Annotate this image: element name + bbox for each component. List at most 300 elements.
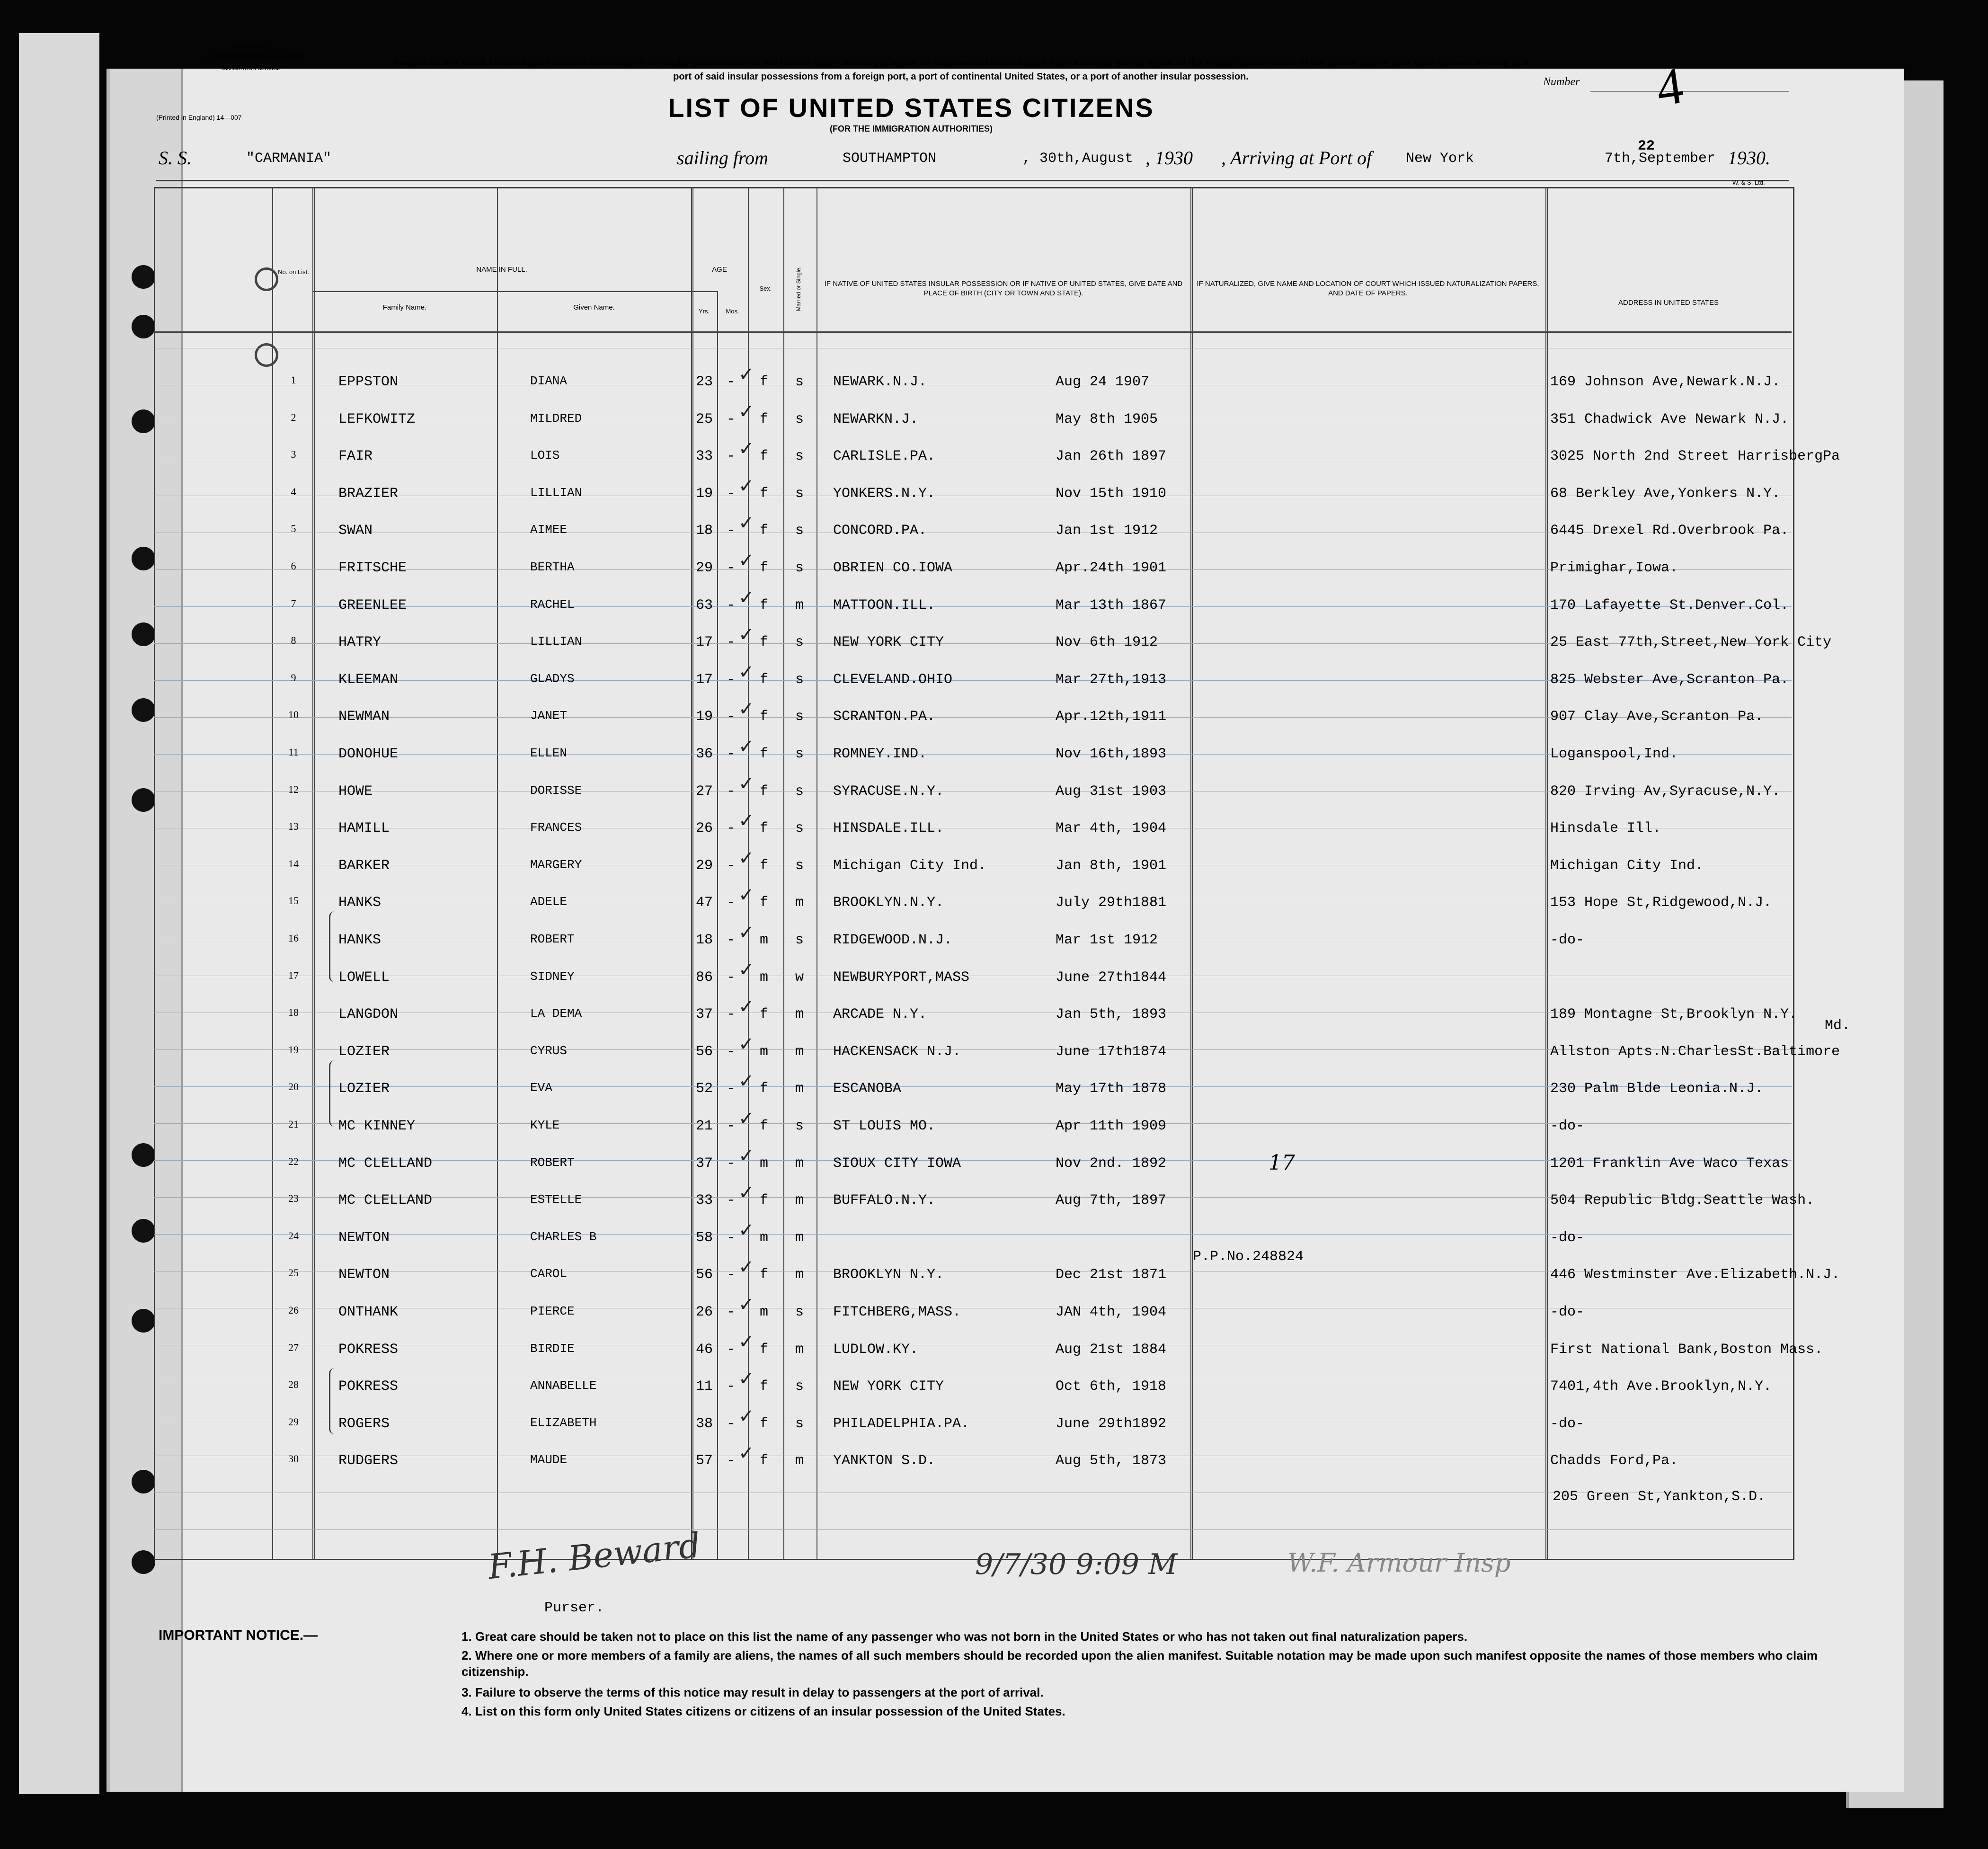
row-number: 5: [291, 523, 296, 535]
family-name: GREENLEE: [338, 597, 407, 613]
age-years: 63: [696, 597, 713, 613]
given-name: CYRUS: [530, 1043, 568, 1058]
marital-status: s: [795, 746, 804, 762]
marital-status: m: [795, 597, 804, 613]
marital-status: s: [795, 560, 804, 576]
page-subtitle: (FOR THE IMMIGRATION AUTHORITIES): [830, 124, 993, 133]
notice-2: 2. Where one or more members of a family are aliens, the names of all such members should be recorded upon the alien manifest. Suitable notation may be made upon such manifest opposite the names of those members who claim citizenship.: [462, 1648, 1818, 1679]
checkmark-icon: ✓: [738, 1070, 754, 1093]
given-name: MARGERY: [530, 857, 582, 872]
marital-status: s: [795, 448, 804, 465]
checkmark-icon: ✓: [738, 1405, 754, 1427]
age-years: 46: [696, 1341, 713, 1358]
given-name: MILDRED: [530, 411, 582, 426]
birth-place: FITCHBERG,MASS.: [833, 1304, 961, 1320]
port-from: SOUTHAMPTON: [843, 151, 937, 167]
age-years: 27: [696, 783, 713, 800]
table-row: [0, 400, 1893, 448]
birth-date: May 8th 1905: [1056, 411, 1158, 427]
age-months: -: [727, 969, 736, 986]
row-number: 17: [288, 969, 299, 981]
birth-date: Jan 5th, 1893: [1056, 1006, 1167, 1023]
row-number: 19: [288, 1043, 299, 1056]
given-name: RACHEL: [530, 597, 575, 612]
age-years: 56: [696, 1267, 713, 1283]
birth-date: Mar 4th, 1904: [1056, 820, 1167, 837]
given-name: CAROL: [530, 1267, 568, 1281]
ship-name: "CARMANIA": [246, 151, 332, 167]
row-number: 8: [291, 634, 296, 647]
printer-mark: W. & S. Ltd.: [1732, 179, 1765, 186]
sex: f: [760, 783, 769, 800]
age-years: 21: [696, 1118, 713, 1134]
age-years: 17: [696, 671, 713, 688]
col-header-naturalized: IF NATURALIZED, GIVE NAME AND LOCATION OF COURT WHICH ISSUED NATURALIZATION PAPERS, AND DATE OF PAPERS.: [1197, 280, 1539, 297]
marital-status: m: [795, 895, 804, 911]
notice-4: 4. List on this form only United States citizens or citizens of an insular possession of the United States.: [462, 1704, 1065, 1718]
family-name: NEWMAN: [338, 709, 390, 725]
ship-line-rule: [156, 180, 1789, 181]
birth-place: YONKERS.N.Y.: [833, 485, 936, 502]
marital-status: s: [795, 634, 804, 651]
address: 446 Westminster Ave.Elizabeth.N.J.: [1550, 1267, 1840, 1283]
birth-date: Apr.12th,1911: [1056, 709, 1167, 725]
age-years: 26: [696, 820, 713, 837]
table-row: [0, 475, 1893, 523]
given-name: FRANCES: [530, 820, 582, 835]
birth-date: Aug 21st 1884: [1056, 1341, 1167, 1358]
record-instructions: Record on this blank United States citizens and citizens of insular possessions of the United States arriving at a port of continental United States from a foreign port or a port of the insular possessions of the United States, and such citizens arriving at a port of said insular possessions from a foreign port, a port of continental United States, or a port of another insular possession.: [393, 58, 1529, 82]
age-years: 86: [696, 969, 713, 986]
address: 170 Lafayette St.Denver.Col.: [1550, 597, 1789, 613]
sex: m: [760, 1155, 769, 1172]
address: 1201 Franklin Ave Waco Texas: [1550, 1155, 1789, 1172]
col-header-no: No. on List.: [278, 268, 309, 276]
birth-date: Mar 27th,1913: [1056, 671, 1167, 688]
table-row: [0, 1331, 1893, 1378]
family-name: NEWTON: [338, 1267, 390, 1283]
col-header-sex: Sex.: [759, 285, 772, 292]
family-name: HATRY: [338, 634, 382, 651]
birth-date: Mar 1st 1912: [1056, 932, 1158, 948]
col-header-mos: Mos.: [726, 308, 739, 315]
marital-status: s: [795, 857, 804, 874]
age-months: -: [727, 783, 736, 800]
sex: f: [760, 1118, 769, 1134]
birth-date: Aug 31st 1903: [1056, 783, 1167, 800]
table-row: [0, 1405, 1893, 1453]
family-bracket: [329, 1060, 337, 1127]
address: -do-: [1550, 1118, 1585, 1134]
birth-place: OBRIEN CO.IOWA: [833, 560, 953, 576]
marital-status: s: [795, 374, 804, 390]
marital-status: s: [795, 932, 804, 948]
checkmark-icon: ✓: [738, 438, 754, 460]
checkmark-icon: ✓: [738, 810, 754, 832]
birth-date: June 27th1844: [1056, 969, 1167, 986]
age-months: -: [727, 932, 736, 948]
table-row: [0, 736, 1893, 783]
binding-hole-icon: [132, 1550, 155, 1574]
birth-place: SCRANTON.PA.: [833, 709, 936, 725]
family-name: HANKS: [338, 932, 382, 948]
marital-status: s: [795, 671, 804, 688]
family-name: MC CLELLAND: [338, 1192, 433, 1209]
sex: f: [760, 597, 769, 613]
arriving-label: , Arriving at Port of: [1221, 147, 1372, 169]
age-years: 23: [696, 374, 713, 390]
age-years: 47: [696, 895, 713, 911]
age-months: -: [727, 597, 736, 613]
sex: m: [760, 1043, 769, 1060]
age-months: -: [727, 1192, 736, 1209]
checkmark-icon: ✓: [738, 1442, 754, 1465]
table-row: [0, 550, 1893, 597]
given-name: SIDNEY: [530, 969, 575, 984]
age-years: 37: [696, 1155, 713, 1172]
checkmark-icon: ✓: [738, 475, 754, 497]
age-years: 26: [696, 1304, 713, 1320]
sex: f: [760, 411, 769, 427]
family-name: LOZIER: [338, 1081, 390, 1097]
age-months: -: [727, 1006, 736, 1023]
family-name: POKRESS: [338, 1378, 399, 1395]
birth-place: HINSDALE.ILL.: [833, 820, 944, 837]
age-years: 25: [696, 411, 713, 427]
given-name: KYLE: [530, 1118, 560, 1132]
table-row: [0, 1442, 1893, 1490]
md-note: Md.: [1825, 1018, 1851, 1034]
birth-place: NEW YORK CITY: [833, 1378, 944, 1395]
marital-status: s: [795, 1304, 804, 1320]
age-years: 37: [696, 1006, 713, 1023]
birth-date: Nov 2nd. 1892: [1056, 1155, 1167, 1172]
sex: f: [760, 895, 769, 911]
checkmark-icon: ✓: [738, 624, 754, 646]
checkmark-icon: ✓: [738, 364, 754, 385]
birth-date: July 29th1881: [1056, 895, 1167, 911]
port-to: New York: [1406, 151, 1474, 167]
list-number: 4: [1652, 56, 1687, 117]
given-name: MAUDE: [530, 1453, 568, 1467]
given-name: DIANA: [530, 374, 568, 388]
sex: f: [760, 1341, 769, 1358]
age-months: -: [727, 448, 736, 465]
checkmark-icon: ✓: [738, 1108, 754, 1129]
binding-hole-icon: [132, 315, 155, 338]
table-row: [0, 810, 1893, 857]
family-name: LEFKOWITZ: [338, 411, 416, 427]
sex: f: [760, 1081, 769, 1097]
age-months: -: [727, 485, 736, 502]
row-number: 26: [288, 1304, 299, 1316]
age-months: -: [727, 820, 736, 837]
year-from: , 1930: [1145, 147, 1193, 169]
marital-status: s: [795, 1118, 804, 1134]
row-number: 13: [288, 820, 299, 833]
given-name: ROBERT: [530, 1155, 575, 1170]
sex: f: [760, 523, 769, 539]
address: Hinsdale Ill.: [1550, 820, 1661, 837]
birth-place: MATTOON.ILL.: [833, 597, 936, 613]
birth-date: June 17th1874: [1056, 1043, 1167, 1060]
table-row: [0, 1182, 1893, 1229]
table-row: [0, 996, 1893, 1043]
address: Allston Apts.N.CharlesSt.Baltimore: [1550, 1043, 1840, 1060]
age-years: 29: [696, 560, 713, 576]
given-name: EVA: [530, 1081, 552, 1095]
birth-place: CONCORD.PA.: [833, 523, 927, 539]
sex: f: [760, 1378, 769, 1395]
row-rule: [154, 1529, 1792, 1530]
given-name: BIRDIE: [530, 1341, 575, 1356]
checkmark-icon: ✓: [738, 1368, 754, 1390]
birth-place: SIOUX CITY IOWA: [833, 1155, 961, 1172]
given-name: ESTELLE: [530, 1192, 582, 1207]
table-row: [0, 847, 1893, 895]
address: 68 Berkley Ave,Yonkers N.Y.: [1550, 485, 1781, 502]
birth-place: HACKENSACK N.J.: [833, 1043, 961, 1060]
row-number: 16: [288, 932, 299, 944]
checkmark-icon: ✓: [738, 996, 754, 1018]
form-number: Form 630 A: [232, 42, 269, 50]
age-months: -: [727, 1304, 736, 1320]
birth-place: NEWARK.N.J.: [833, 374, 927, 390]
checkmark-icon: ✓: [738, 1033, 754, 1055]
checkmark-icon: ✓: [738, 773, 754, 795]
address: Loganspool,Ind.: [1550, 746, 1678, 762]
birth-date: Apr.24th 1901: [1056, 560, 1167, 576]
birth-place: ARCADE N.Y.: [833, 1006, 927, 1023]
given-name: DORISSE: [530, 783, 582, 798]
checkmark-icon: ✓: [738, 847, 754, 869]
row-number: 18: [288, 1006, 299, 1019]
given-name: LOIS: [530, 448, 560, 463]
birth-place: Michigan City Ind.: [833, 857, 987, 874]
binding-hole-icon: [132, 265, 155, 289]
family-name: FAIR: [338, 448, 373, 465]
marital-status: s: [795, 1415, 804, 1432]
birth-date: Nov 15th 1910: [1056, 485, 1167, 502]
birth-place: BUFFALO.N.Y.: [833, 1192, 936, 1209]
given-name: ANNABELLE: [530, 1378, 597, 1393]
given-name: JANET: [530, 709, 568, 723]
col-header-age: AGE: [712, 266, 727, 274]
age-months: -: [727, 1453, 736, 1469]
page-title: LIST OF UNITED STATES CITIZENS: [668, 93, 1154, 123]
marital-status: s: [795, 783, 804, 800]
checkmark-icon: ✓: [738, 1294, 754, 1316]
age-months: -: [727, 1267, 736, 1283]
age-months: -: [727, 709, 736, 725]
checkmark-icon: ✓: [738, 400, 754, 423]
marital-status: m: [795, 1453, 804, 1469]
family-name: ONTHANK: [338, 1304, 399, 1320]
header-bottom-rule: [154, 331, 1792, 333]
sex: f: [760, 1415, 769, 1432]
age-months: -: [727, 1415, 736, 1432]
family-bracket: [329, 1368, 337, 1434]
age-years: 38: [696, 1415, 713, 1432]
col-header-given: Given Name.: [573, 303, 615, 311]
col-header-marital: Married or Single.: [795, 266, 802, 311]
row-number: 29: [288, 1415, 299, 1428]
family-name: NEWTON: [338, 1229, 390, 1246]
age-months: -: [727, 857, 736, 874]
naturalization: 17: [1269, 1150, 1295, 1175]
family-name: MC KINNEY: [338, 1118, 416, 1134]
address: 153 Hope St,Ridgewood,N.J.: [1550, 895, 1772, 911]
birth-place: ST LOUIS MO.: [833, 1118, 936, 1134]
checkmark-icon: ✓: [738, 1256, 754, 1279]
address: 25 East 77th,Street,New York City: [1550, 634, 1832, 651]
age-years: 19: [696, 709, 713, 725]
family-name: RUDGERS: [338, 1453, 399, 1469]
given-name: GLADYS: [530, 671, 575, 686]
table-row: [0, 698, 1893, 746]
family-name: POKRESS: [338, 1341, 399, 1358]
row-number: 4: [291, 485, 296, 498]
age-years: 18: [696, 523, 713, 539]
birth-date: Aug 5th, 1873: [1056, 1453, 1167, 1469]
address: Primighar,Iowa.: [1550, 560, 1678, 576]
family-name: EPPSTON: [338, 374, 399, 390]
age-years: 57: [696, 1453, 713, 1469]
row-number: 30: [288, 1453, 299, 1465]
sex: f: [760, 485, 769, 502]
family-name: SWAN: [338, 523, 373, 539]
marital-status: m: [795, 1267, 804, 1283]
address: 907 Clay Ave,Scranton Pa.: [1550, 709, 1764, 725]
family-name: LOZIER: [338, 1043, 390, 1060]
birth-place: NEWBURYPORT,MASS: [833, 969, 970, 986]
naturalization: P.P.No.248824: [1193, 1248, 1304, 1265]
birth-place: NEW YORK CITY: [833, 634, 944, 651]
checkmark-icon: ✓: [738, 698, 754, 720]
age-months: -: [727, 746, 736, 762]
service: IMMIGRATION SERVICE: [221, 66, 281, 71]
row-number: 28: [288, 1378, 299, 1391]
checkmark-icon: ✓: [738, 587, 754, 609]
notice-3: 3. Failure to observe the terms of this notice may result in delay to passengers at the port of arrival.: [462, 1685, 1044, 1699]
row-number: 2: [291, 411, 296, 423]
address: -do-: [1550, 1415, 1585, 1432]
marital-status: s: [795, 523, 804, 539]
table-row: [0, 1108, 1893, 1155]
marital-status: s: [795, 820, 804, 837]
table-row: [0, 512, 1893, 560]
sex: f: [760, 857, 769, 874]
birth-date: Oct 6th, 1918: [1056, 1378, 1167, 1395]
notice-label: IMPORTANT NOTICE.—: [159, 1627, 318, 1643]
row-number: 10: [288, 709, 299, 721]
table-row: [0, 922, 1893, 969]
birth-date: Nov 6th 1912: [1056, 634, 1158, 651]
address: 230 Palm Blde Leonia.N.J.: [1550, 1081, 1764, 1097]
row-number: 12: [288, 783, 299, 795]
col-header-birth: IF NATIVE OF UNITED STATES INSULAR POSSESSION OR IF NATIVE OF UNITED STATES, GIVE DATE AND PLACE OF BIRTH (CITY OR TOWN AND STATE).: [824, 280, 1183, 297]
row-number: 22: [288, 1155, 299, 1167]
date-to: 7th,September: [1605, 151, 1716, 167]
row-number: 6: [291, 560, 296, 572]
marital-status: m: [795, 1081, 804, 1097]
inspector-signature: W.F. Armour Insp: [1287, 1548, 1511, 1578]
table-row: [0, 587, 1893, 634]
family-name: KLEEMAN: [338, 671, 399, 688]
age-years: 19: [696, 485, 713, 502]
family-name: HOWE: [338, 783, 373, 800]
family-name: LANGDON: [338, 1006, 399, 1023]
ss-label: S. S.: [159, 147, 192, 169]
checkmark-icon: ✓: [738, 1331, 754, 1353]
age-months: -: [727, 1155, 736, 1172]
table-row: [0, 1368, 1893, 1415]
sex: f: [760, 1006, 769, 1023]
row-number: 7: [291, 597, 296, 609]
given-name: LILLIAN: [530, 634, 582, 649]
address: -do-: [1550, 932, 1585, 948]
checkmark-icon: ✓: [738, 884, 754, 907]
family-name: MC CLELLAND: [338, 1155, 433, 1172]
sex: f: [760, 709, 769, 725]
printed-note: (Printed in England) 14—007: [156, 114, 242, 121]
row-number: 15: [288, 895, 299, 907]
birth-place: CLEVELAND.OHIO: [833, 671, 953, 688]
given-name: AIMEE: [530, 523, 568, 537]
checkmark-icon: ✓: [738, 959, 754, 981]
age-years: 58: [696, 1229, 713, 1246]
row-number: 20: [288, 1081, 299, 1093]
birth-place: PHILADELPHIA.PA.: [833, 1415, 970, 1432]
age-years: 33: [696, 1192, 713, 1209]
sex: f: [760, 820, 769, 837]
birth-date: Apr 11th 1909: [1056, 1118, 1167, 1134]
age-months: -: [727, 895, 736, 911]
given-name: ELLEN: [530, 746, 568, 760]
marital-status: m: [795, 1155, 804, 1172]
extra-address: 205 Green St,Yankton,S.D.: [1553, 1489, 1766, 1505]
marital-status: s: [795, 485, 804, 502]
sex: m: [760, 1229, 769, 1246]
given-name: PIERCE: [530, 1304, 575, 1318]
address: 169 Johnson Ave,Newark.N.J.: [1550, 374, 1781, 390]
birth-place: NEWARKN.J.: [833, 411, 919, 427]
table-row: [0, 1145, 1893, 1192]
birth-date: Jan 26th 1897: [1056, 448, 1167, 465]
checkmark-icon: ✓: [738, 736, 754, 757]
sex: f: [760, 634, 769, 651]
sex: f: [760, 1267, 769, 1283]
table-row: [0, 1294, 1893, 1341]
row-number: 11: [288, 746, 299, 758]
checkmark-icon: ✓: [738, 512, 754, 534]
address: 7401,4th Ave.Brooklyn,N.Y.: [1550, 1378, 1772, 1395]
purser-label: Purser.: [544, 1600, 604, 1616]
given-name: CHARLES B: [530, 1229, 597, 1244]
birth-date: Jan 8th, 1901: [1056, 857, 1167, 874]
marital-status: s: [795, 1378, 804, 1395]
family-name: ROGERS: [338, 1415, 390, 1432]
age-years: 56: [696, 1043, 713, 1060]
checkmark-icon: ✓: [738, 922, 754, 943]
address: 504 Republic Bldg.Seattle Wash.: [1550, 1192, 1815, 1209]
address: First National Bank,Boston Mass.: [1550, 1341, 1823, 1358]
family-bracket: [329, 911, 337, 982]
checkmark-icon: ✓: [738, 1219, 754, 1241]
marital-status: m: [795, 1006, 804, 1023]
department: U. S. DEPARTMENT OF LABOR: [199, 53, 303, 61]
family-name: HAMILL: [338, 820, 390, 837]
